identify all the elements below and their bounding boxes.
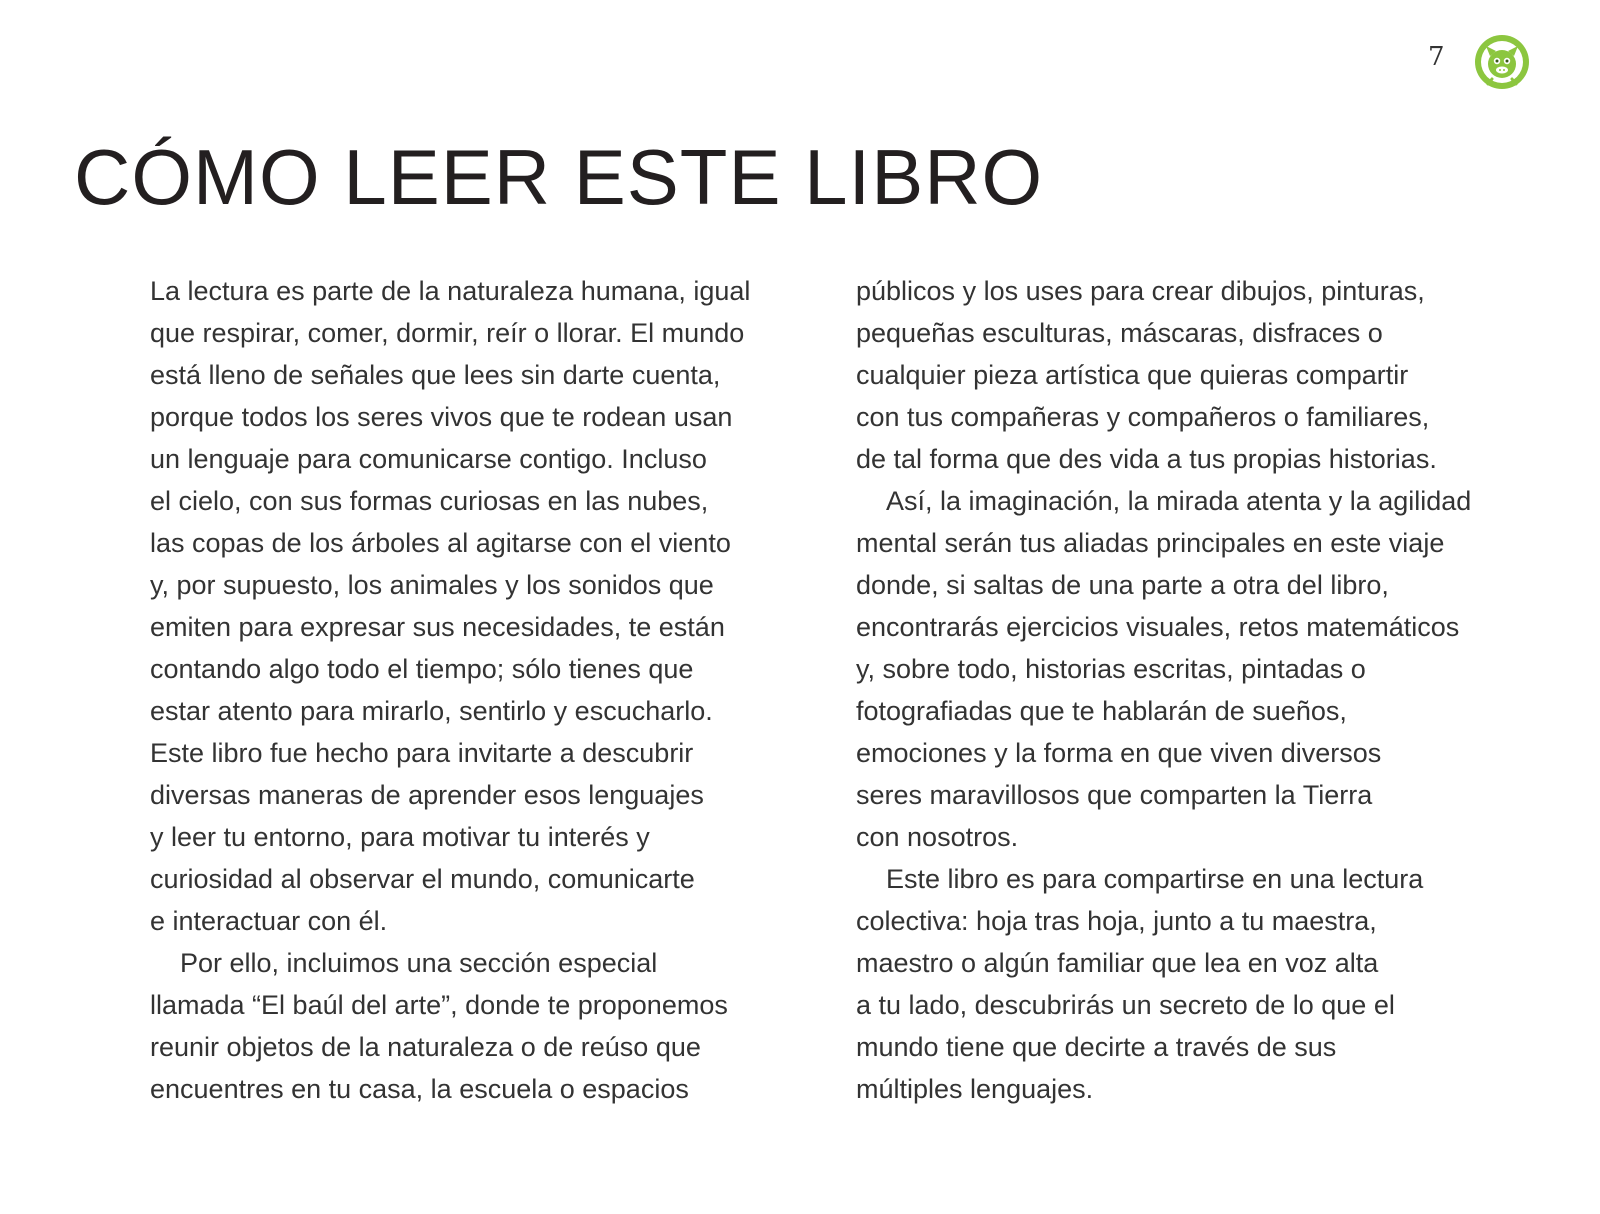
text-line: diversas maneras de aprender esos lenguajes [150,780,704,810]
text-line: Así, la imaginación, la mirada atenta y la agilidad [886,486,1472,516]
text-line: mundo tiene que decirte a través de sus [856,1032,1337,1062]
text-line: donde, si saltas de una parte a otra del libro, [856,570,1389,600]
text-line: y, por supuesto, los animales y los sonidos que [150,570,714,600]
text-line: estar atento para mirarlo, sentirlo y escucharlo. [150,696,713,726]
text-line: encontrarás ejercicios visuales, retos matemáticos [856,612,1460,642]
text-line: reunir objetos de la naturaleza o de reúso que [150,1032,701,1062]
text-line: Por ello, incluimos una sección especial [180,948,658,978]
text-line: públicos y los uses para crear dibujos, pinturas, [856,276,1425,306]
text-line: que respirar, comer, dormir, reír o llorar. El mundo [150,318,745,348]
text-line: colectiva: hoja tras hoja, junto a tu maestra, [856,906,1377,936]
text-line: emociones y la forma en que viven diversos [856,738,1382,768]
text-line: y leer tu entorno, para motivar tu interés y [150,822,650,852]
paragraph-imaginacion [856,480,1556,858]
text-line: el cielo, con sus formas curiosas en las nubes, [150,486,709,516]
text-line: contando algo todo el tiempo; sólo tienes que [150,654,694,684]
text-line: mental serán tus aliadas principales en este viaje [856,528,1445,558]
text-line: porque todos los seres vivos que te rodean usan [150,402,733,432]
page-title: CÓMO LEER ESTE LIBRO [74,133,1044,221]
text-line: Este libro es para compartirse en una lectura [886,864,1424,894]
text-line: con nosotros. [856,822,1019,852]
text-line: e interactuar con él. [150,906,388,936]
paragraph-baul-del-arte [150,942,830,1110]
text-line: de tal forma que des vida a tus propias historias. [856,444,1437,474]
paragraph-baul-continued [856,270,1556,480]
paragraph-intro [150,270,830,942]
text-line: cualquier pieza artística que quieras compartir [856,360,1409,390]
left-text-column [150,270,830,1110]
paragraph-lectura-colectiva [856,858,1556,1110]
text-line: llamada “El baúl del arte”, donde te proponemos [150,990,728,1020]
text-line: las copas de los árboles al agitarse con el viento [150,528,731,558]
page-number: 7 [1428,42,1445,72]
text-line: y, sobre todo, historias escritas, pintadas o [856,654,1366,684]
text-line: a tu lado, descubrirás un secreto de lo que el [856,990,1395,1020]
text-line: encuentres en tu casa, la escuela o espacios [150,1074,689,1104]
text-line: múltiples lenguajes. [856,1074,1094,1104]
text-line: pequeñas esculturas, máscaras, disfraces o [856,318,1383,348]
text-line: fotografiadas que te hablarán de sueños, [856,696,1347,726]
text-line: maestro o algún familiar que lea en voz alta [856,948,1379,978]
text-line: con tus compañeras y compañeros o familiares, [856,402,1430,432]
text-line: Este libro fue hecho para invitarte a descubrir [150,738,694,768]
text-line: un lenguaje para comunicarse contigo. Incluso [150,444,707,474]
text-line: emiten para expresar sus necesidades, te están [150,612,725,642]
green-mascot-logo-icon [1474,34,1530,90]
right-text-column [856,270,1556,1110]
text-line: La lectura es parte de la naturaleza humana, igual [150,276,751,306]
text-line: está lleno de señales que lees sin darte cuenta, [150,360,721,390]
text-line: seres maravillosos que comparten la Tierra [856,780,1373,810]
text-line: curiosidad al observar el mundo, comunicarte [150,864,695,894]
